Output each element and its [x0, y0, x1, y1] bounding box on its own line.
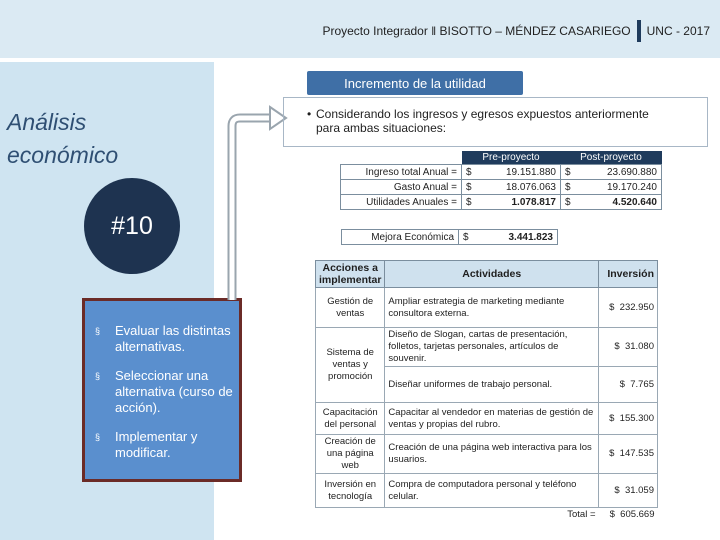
currency-sign: $ — [462, 195, 483, 210]
investment-cell — [599, 403, 658, 435]
step-text: Seleccionar una alternativa (curso de acción). — [115, 368, 233, 415]
activity-cell: Capacitar al vendedor en materias de gestión de ventas y propias del rubro. — [385, 403, 599, 435]
header-authors: BISOTTO – MÉNDEZ CASARIEGO — [439, 24, 631, 38]
action-cell: Sistema de ventas y promoción — [316, 328, 385, 403]
investment-value: 7.765 — [630, 378, 654, 390]
list-item — [95, 323, 233, 355]
title-line-1: Análisis — [7, 109, 87, 135]
currency-sign: $ — [609, 509, 615, 520]
intro-sentence: Considerando los ingresos y egresos expuestos anteriormente para ambas situaciones: — [316, 107, 649, 135]
steps-list — [95, 323, 233, 461]
bullet-mark: § — [95, 371, 101, 381]
investment-value: 147.535 — [619, 448, 654, 459]
currency-sign: $ — [561, 195, 582, 210]
title-line-2: económico — [7, 142, 119, 168]
currency-sign: $ — [614, 484, 620, 496]
table-row — [342, 230, 558, 245]
header-pre: Pre-proyecto — [462, 151, 561, 165]
header-actividades: Actividades — [385, 261, 599, 288]
total-value: 605.669 — [620, 509, 655, 520]
summary-table — [340, 151, 662, 210]
improvement-label: Mejora Económica — [342, 230, 459, 245]
investment-cell — [599, 288, 658, 328]
section-tag: Incremento de la utilidad — [307, 71, 523, 95]
steps-box — [82, 298, 242, 482]
currency-sign: $ — [609, 301, 615, 313]
investment-value: 232.950 — [619, 301, 654, 313]
currency-sign: $ — [614, 341, 620, 352]
investment-cell — [599, 435, 658, 474]
investment-value: 31.080 — [624, 341, 654, 352]
header-institution: UNC - 2017 — [646, 24, 710, 38]
post-value: 19.170.240 — [581, 180, 662, 195]
row-label: Gasto Anual = — [341, 180, 462, 195]
header-separator — [637, 20, 641, 42]
section-title — [7, 106, 118, 172]
list-item — [95, 429, 233, 461]
header-divider: ‖ — [427, 24, 440, 38]
connector-arrow-icon — [222, 104, 292, 304]
activity-cell: Diseño de Slogan, cartas de presentación, folletos, tarjetas personales, artículos de souvenir. — [385, 328, 599, 367]
investment-cell — [599, 328, 658, 367]
currency-sign: $ — [459, 230, 478, 245]
table-row — [341, 165, 662, 180]
total-label: Total = — [567, 509, 596, 520]
step-badge — [84, 178, 180, 274]
bullet-mark: § — [95, 326, 101, 336]
currency-sign: $ — [619, 378, 625, 390]
currency-sign: $ — [609, 412, 615, 424]
pre-value: 18.076.063 — [482, 180, 561, 195]
currency-sign: $ — [561, 180, 582, 195]
post-value: 23.690.880 — [581, 165, 662, 180]
improvement-value: 3.441.823 — [477, 230, 558, 245]
bullet-mark: § — [95, 432, 101, 442]
actions-table — [315, 260, 658, 522]
action-cell: Inversión en tecnología — [316, 474, 385, 508]
table-header-row — [316, 261, 658, 288]
currency-sign: $ — [561, 165, 582, 180]
currency-sign: $ — [609, 448, 615, 459]
action-cell: Gestión de ventas — [316, 288, 385, 328]
action-cell: Creación de una página web — [316, 435, 385, 474]
page-header — [322, 20, 710, 42]
header-inversion: Inversión — [599, 261, 658, 288]
list-item — [95, 368, 233, 416]
step-text: Evaluar las distintas alternativas. — [115, 323, 231, 354]
empty-header — [341, 151, 462, 165]
activity-cell: Diseñar uniformes de trabajo personal. — [385, 367, 599, 403]
investment-value: 155.300 — [619, 412, 654, 424]
table-row — [341, 180, 662, 195]
action-cell: Capacitación del personal — [316, 403, 385, 435]
activity-cell: Ampliar estrategia de marketing mediante consultora externa. — [385, 288, 599, 328]
table-row — [341, 195, 662, 210]
total-cell — [599, 508, 658, 523]
table-row — [316, 474, 658, 508]
step-number: #10 — [111, 211, 153, 240]
post-value: 4.520.640 — [581, 195, 662, 210]
total-row — [316, 508, 658, 523]
table-header-row — [341, 151, 662, 165]
row-label: Ingreso total Anual = — [341, 165, 462, 180]
pre-value: 19.151.880 — [482, 165, 561, 180]
investment-value: 31.059 — [624, 484, 654, 496]
investment-cell — [599, 474, 658, 508]
row-label: Utilidades Anuales = — [341, 195, 462, 210]
intro-text — [307, 107, 676, 135]
table-row — [316, 435, 658, 474]
header-post: Post-proyecto — [561, 151, 662, 165]
table-row — [316, 328, 658, 367]
empty-cell — [316, 508, 385, 523]
intro-bullet: • — [307, 107, 312, 121]
investment-cell — [599, 367, 658, 403]
table-row — [316, 403, 658, 435]
step-text: Implementar y modificar. — [115, 429, 198, 460]
table-row — [316, 288, 658, 328]
activity-cell: Compra de computadora personal y teléfono celular. — [385, 474, 599, 508]
currency-sign: $ — [462, 165, 483, 180]
pre-value: 1.078.817 — [482, 195, 561, 210]
activity-cell: Creación de una página web interactiva para los usuarios. — [385, 435, 599, 474]
header-acciones: Acciones a implementar — [316, 261, 385, 288]
header-project: Proyecto Integrador — [322, 24, 428, 38]
improvement-table — [341, 229, 558, 245]
currency-sign: $ — [462, 180, 483, 195]
